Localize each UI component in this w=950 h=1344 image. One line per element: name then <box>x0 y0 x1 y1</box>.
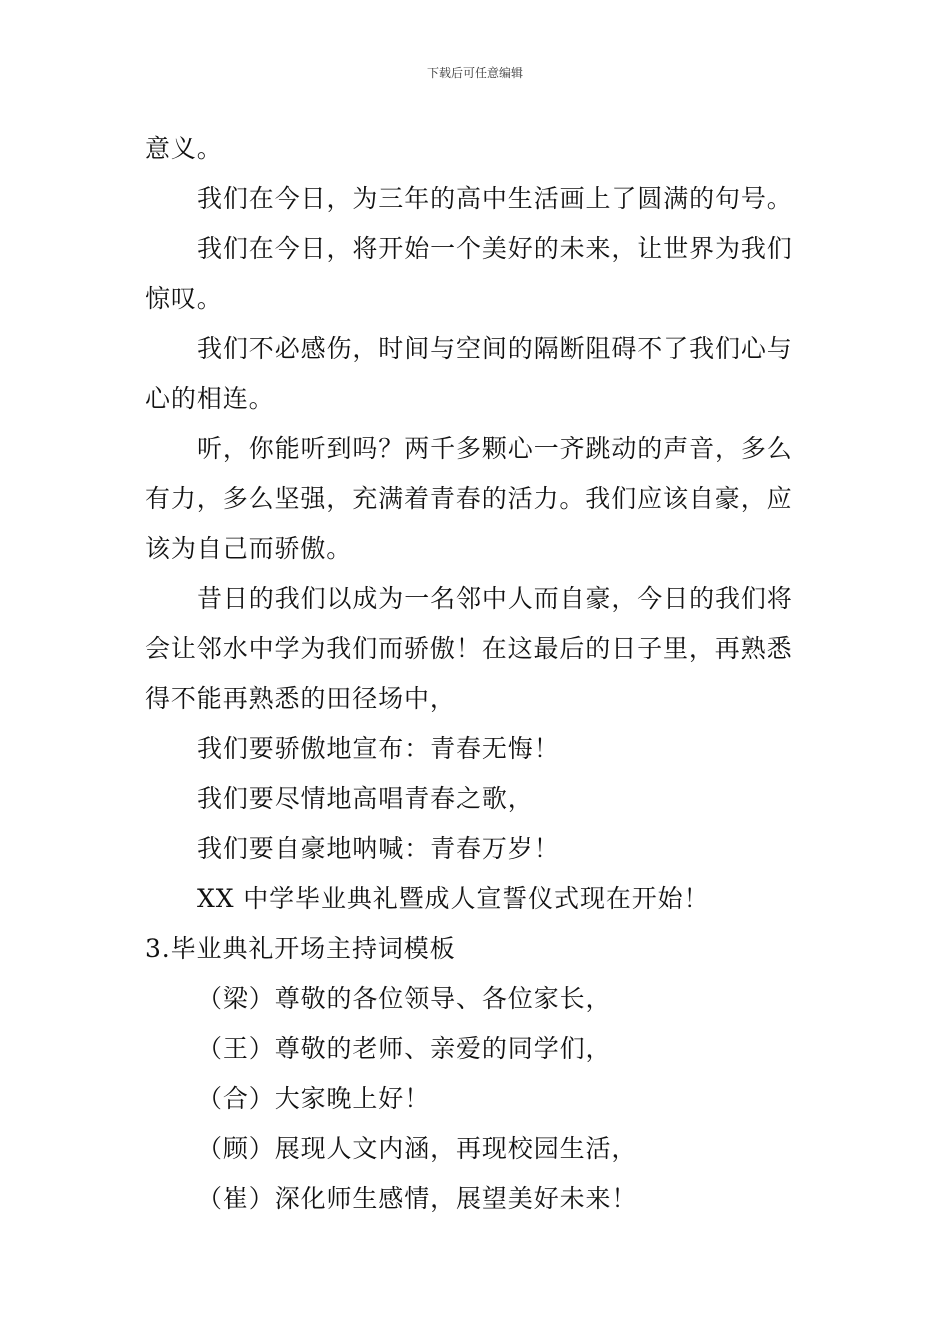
paragraph: 我们要骄傲地宣布：青春无悔！ <box>197 734 560 763</box>
dialog-line: （梁）尊敬的各位领导、各位家长， <box>197 984 612 1013</box>
dialog-line: （崔）深化师生感情，展望美好未来！ <box>197 1184 638 1213</box>
paragraph: 我们在今日，为三年的高中生活画上了圆满的句号。 <box>197 184 793 213</box>
paragraph: 我们不必感伤，时间与空间的隔断阻碍不了我们心与心的相连。 <box>145 334 793 413</box>
paragraph: 我们要自豪地呐喊：青春万岁！ <box>197 834 560 863</box>
dialog-line: （顾）展现人文内涵，再现校园生活， <box>197 1134 638 1163</box>
page-header-note: 下载后可任意编辑 <box>426 66 523 80</box>
document-body <box>145 124 810 1224</box>
paragraph: 我们在今日，将开始一个美好的未来，让世界为我们惊叹。 <box>145 234 793 313</box>
dialog-line: （合）大家晚上好！ <box>197 1084 431 1113</box>
paragraph-continuation: 意义。 <box>145 134 223 163</box>
paragraph: 我们要尽情地高唱青春之歌， <box>197 784 534 813</box>
paragraph: 昔日的我们以成为一名邻中人而自豪，今日的我们将会让邻水中学为我们而骄傲！在这最后的日子里，再熟悉得不能再熟悉的田径场中， <box>145 584 793 713</box>
dialog-line: （王）尊敬的老师、亲爱的同学们， <box>197 1034 612 1063</box>
section-heading: 3.毕业典礼开场主持词模板 <box>145 934 456 963</box>
paragraph: 听，你能听到吗？两千多颗心一齐跳动的声音，多么有力，多么坚强，充满着青春的活力。我们应该自豪，应该为自己而骄傲。 <box>145 434 793 563</box>
paragraph: XX 中学毕业典礼暨成人宣誓仪式现在开始！ <box>197 884 710 913</box>
